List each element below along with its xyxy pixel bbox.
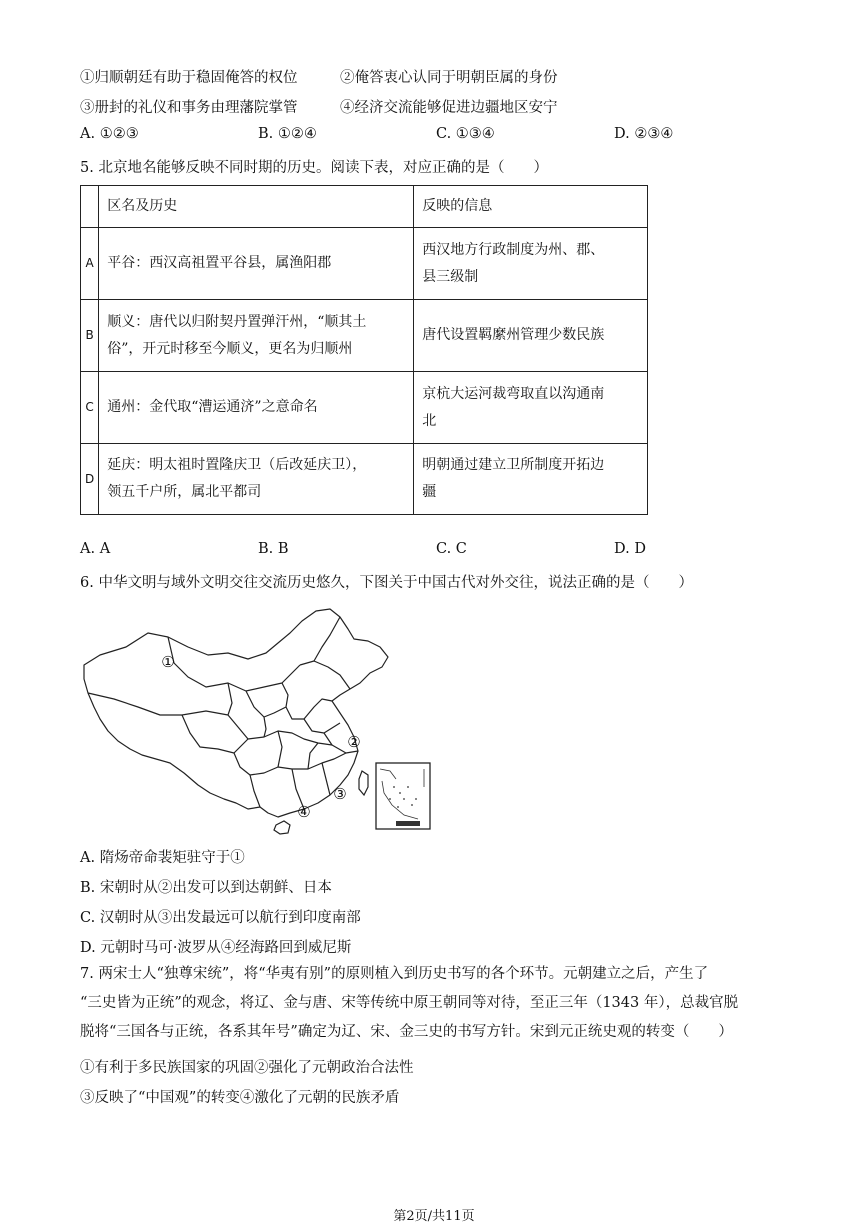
q6-option-a[interactable]: A. 隋炀帝命裴矩驻守于① <box>80 850 245 866</box>
q6-option-d[interactable]: D. 元朝时马可·波罗从④经海路回到威尼斯 <box>80 940 352 956</box>
q5-option-b[interactable]: B. B <box>258 541 289 557</box>
map-marker-1: ① <box>161 653 175 671</box>
q5-option-d[interactable]: D. D <box>614 541 646 557</box>
q7-items-line-1: ①有利于多民族国家的巩固②强化了元朝政治合法性 <box>80 1060 414 1076</box>
table-row-info: 西汉地方行政制度为州、郡、 县三级制 <box>414 228 648 300</box>
q6-stem: 6. 中华文明与域外文明交往交流历史悠久，下图关于中国古代对外交往，说法正确的是（ ） <box>80 575 693 591</box>
table-row-history: 顺义：唐代以归附契丹置弹汗州，“顺其土 俗”，开元时移至今顺义，更名为归顺州 <box>99 300 414 372</box>
q4-item-4: ④经济交流能够促进边疆地区安宁 <box>340 100 558 116</box>
map-marker-2: ② <box>347 733 361 751</box>
table-row-info: 京杭大运河裁弯取直以沟通南 北 <box>414 372 648 444</box>
q4-options <box>80 126 800 142</box>
table-header-history: 区名及历史 <box>99 186 414 228</box>
taiwan-island <box>359 771 368 795</box>
table-header-row <box>81 186 648 228</box>
q4-option-a[interactable]: A. ①②③ <box>80 126 139 142</box>
q5-option-c[interactable]: C. C <box>436 541 467 557</box>
q4-option-c[interactable]: C. ①③④ <box>436 126 495 142</box>
page-number: 第2页/共11页 <box>393 1209 475 1224</box>
table-row <box>81 444 648 515</box>
q4-item-1: ①归顺朝廷有助于稳固俺答的权位 <box>80 70 298 86</box>
map-marker-4: ④ <box>297 803 311 821</box>
q5-option-a[interactable]: A. A <box>80 541 111 557</box>
table-header-empty <box>81 186 99 228</box>
table-row-letter: D <box>81 444 99 515</box>
table-row-history: 延庆：明太祖时置隆庆卫（后改延庆卫）， 领五千户所，属北平都司 <box>99 444 414 515</box>
q7-stem: 7. 两宋士人“独尊宋统”，将“华夷有别”的原则植入到历史书写的各个环节。元朝建立之后，产生了 “三史皆为正统”的观念，将辽、金与唐、宋等传统中原王朝同等对待，至正三年（1343 年），总裁官脱 脱将“三国各与正统，各系其年号”确定为辽、宋、金三史的书写方针。宋到元正统史观的转变（ ） <box>80 966 739 1040</box>
table-row-history: 平谷：西汉高祖置平谷县，属渔阳郡 <box>99 228 414 300</box>
map-marker-3: ③ <box>333 785 347 803</box>
table-row-history: 通州：金代取“漕运通济”之意命名 <box>99 372 414 444</box>
table-row-info: 明朝通过建立卫所制度开拓边 疆 <box>414 444 648 515</box>
q4-item-3: ③册封的礼仪和事务由理藩院掌管 <box>80 100 298 116</box>
table-header-info: 反映的信息 <box>414 186 648 228</box>
table-row-info: 唐代设置羁縻州管理少数民族 <box>414 300 648 372</box>
table-row <box>81 372 648 444</box>
q6-option-b[interactable]: B. 宋朝时从②出发可以到达朝鲜、日本 <box>80 880 332 896</box>
q4-items-row-2 <box>80 96 558 117</box>
q5-stem: 5. 北京地名能够反映不同时期的历史。阅读下表，对应正确的是（ ） <box>80 160 548 176</box>
q5-options <box>80 541 800 557</box>
q6-option-c[interactable]: C. 汉朝时从③出发最远可以航行到印度南部 <box>80 910 361 926</box>
q4-option-b[interactable]: B. ①②④ <box>258 126 317 142</box>
china-map <box>78 603 438 835</box>
q5-table <box>80 185 648 515</box>
q4-option-d[interactable]: D. ②③④ <box>614 126 674 142</box>
table-row-letter: B <box>81 300 99 372</box>
q7-items-line-2: ③反映了“中国观”的转变④激化了元朝的民族矛盾 <box>80 1090 400 1106</box>
south-china-sea-inset <box>376 763 430 829</box>
china-map-figure <box>78 603 438 835</box>
table-row <box>81 228 648 300</box>
table-row-letter: C <box>81 372 99 444</box>
table-row <box>81 300 648 372</box>
q4-item-2: ②俺答衷心认同于明朝臣属的身份 <box>340 70 558 86</box>
table-row-letter: A <box>81 228 99 300</box>
hainan-island <box>274 821 290 834</box>
q4-items-row-1 <box>80 66 558 87</box>
